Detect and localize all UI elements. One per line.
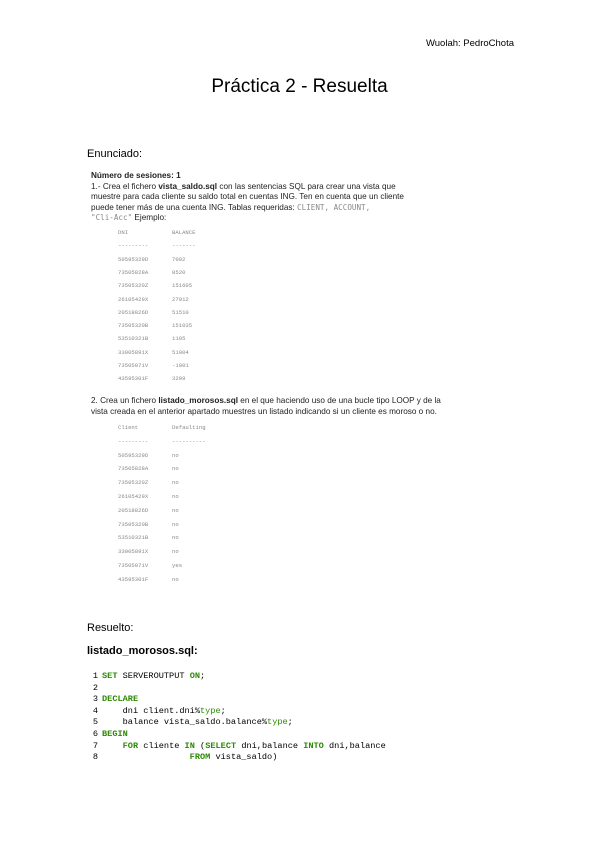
q2-prefix: 2. Crea un fichero	[91, 396, 159, 405]
table-cell: 50595329D	[118, 451, 149, 459]
q1-line-3	[91, 203, 511, 214]
table-cell: no	[172, 520, 179, 528]
q2-line-1	[91, 396, 521, 407]
table-cell: 73505828A	[118, 465, 149, 473]
code-keyword: type	[267, 717, 288, 728]
author-header: Wuolah: PedroChota	[425, 38, 514, 49]
line-number: 4	[92, 705, 98, 716]
table-row	[118, 534, 318, 543]
table-row	[118, 282, 318, 291]
q1-line1-rest: con las sentencias SQL para crear una vista que	[217, 181, 396, 191]
table-cell: 151605	[172, 282, 193, 290]
table-cell: ---------	[118, 437, 149, 445]
table-cell: ---------	[118, 242, 149, 250]
code-keyword: IN	[184, 740, 195, 751]
table-cell: no	[172, 506, 179, 514]
code-text: vista_saldo)	[210, 752, 278, 763]
table-cell: 73505828A	[118, 268, 149, 276]
q1-line-1	[91, 182, 511, 193]
code-line	[86, 741, 599, 752]
line-number: 7	[92, 740, 98, 751]
balance-example-table	[118, 229, 318, 389]
table-cell: DNI	[118, 229, 129, 236]
table-cell: 26105429X	[118, 493, 149, 500]
table-cell: no	[172, 465, 179, 473]
table-cell: 73505320Z	[118, 282, 149, 290]
line-number: 6	[92, 729, 98, 739]
table-cell: 20518826D	[118, 308, 149, 316]
table-cell: 20518826D	[118, 506, 149, 514]
table-cell: no	[172, 451, 179, 459]
table-row	[118, 349, 318, 358]
table-cell: -------	[172, 242, 196, 250]
table-cell: 51004	[172, 348, 189, 356]
table-cell: 43595301F	[118, 375, 149, 383]
table-cell: 73505320B	[118, 520, 149, 528]
code-line	[86, 694, 599, 705]
table-cell: no	[172, 575, 179, 583]
code-text: SERVEROUTPUT	[117, 671, 190, 681]
table-cell: 73505320Z	[118, 479, 149, 487]
code-line	[86, 706, 599, 717]
table-cell: 33005891X	[118, 348, 149, 356]
q1-line4-a: "Cli-Acc"	[91, 213, 133, 222]
defaulting-example-table	[118, 424, 318, 589]
code-line	[86, 671, 599, 682]
code-keyword: DECLARE	[102, 694, 139, 705]
table-cell: no	[172, 548, 179, 556]
table-cell: Client	[118, 424, 139, 431]
line-number: 1	[92, 671, 98, 681]
code-text	[102, 752, 190, 762]
table-row	[118, 335, 318, 344]
table-cell: 53510321B	[118, 534, 149, 542]
code-keyword: type	[200, 705, 221, 716]
table-separator-row	[118, 438, 318, 447]
question-1-block	[91, 171, 511, 224]
q1-tables: CLIENT, ACCOUNT,	[297, 202, 371, 212]
table-cell: 73505071V	[118, 362, 149, 369]
line-number: 5	[92, 717, 98, 728]
code-keyword: BEGIN	[102, 729, 128, 739]
line-number: 8	[92, 752, 98, 763]
table-cell: 3209	[172, 375, 186, 383]
table-cell: no	[172, 534, 179, 542]
table-row	[118, 309, 318, 318]
table-row	[118, 375, 318, 384]
code-keyword: ON	[189, 671, 201, 681]
q1-file: vista_saldo.sql	[158, 181, 218, 191]
table-row	[118, 548, 318, 557]
q1-line3-a: puede tener más de una cuenta ING. Tablas requeridas:	[91, 202, 298, 212]
q1-prefix: 1.- Crea el fichero	[91, 181, 159, 191]
q1-line-2: muestre para cada cliente su saldo total en cuentas ING. Ten en cuenta que un cliente	[91, 192, 404, 201]
line-number: 3	[92, 694, 98, 705]
table-cell: 33005891X	[118, 548, 149, 556]
code-text: balance vista_saldo.balance%	[102, 717, 268, 728]
code-text: dni,balance	[323, 740, 386, 751]
code-text: dni client.dni%	[102, 705, 200, 716]
table-cell: Defaulting	[172, 424, 206, 431]
table-cell: 8520	[172, 268, 186, 276]
line-number: 2	[92, 682, 98, 693]
code-keyword: SELECT	[205, 740, 237, 751]
table-cell: 151035	[172, 322, 193, 330]
table-header-row	[118, 424, 318, 433]
code-line	[86, 717, 599, 728]
table-row	[118, 296, 318, 305]
code-keyword: INTO	[303, 740, 324, 751]
table-cell: 7002	[172, 255, 186, 263]
table-cell: 26105429X	[118, 295, 149, 303]
code-keyword: FOR	[122, 740, 139, 751]
table-cell: BALANCE	[172, 229, 196, 236]
q1-line-4	[91, 213, 511, 224]
table-cell: yes	[172, 562, 183, 569]
q2-line-2: vista creada en el anterior apartado muestres un listado indicando si un cliente es moroso o no.	[91, 406, 437, 416]
table-header-row	[118, 229, 318, 238]
table-row	[118, 269, 318, 278]
code-text: ;	[220, 705, 226, 716]
table-cell: 27912	[172, 295, 189, 303]
table-cell: 73505071V	[118, 562, 149, 569]
code-text: cliente	[138, 740, 185, 751]
question-2-block	[91, 396, 521, 417]
code-line	[86, 683, 599, 694]
table-row	[118, 576, 318, 585]
table-cell: 1105	[172, 335, 186, 343]
code-text	[102, 741, 123, 751]
page-title: Práctica 2 - Resuelta	[211, 76, 388, 97]
table-row	[118, 562, 318, 571]
resuelto-heading: Resuelto:	[87, 622, 134, 634]
enunciado-heading: Enunciado:	[87, 148, 143, 160]
table-cell: ----------	[172, 437, 206, 445]
table-row	[118, 507, 318, 516]
table-row	[118, 521, 318, 530]
table-cell: 51510	[172, 308, 189, 316]
q2-line1-rest: en el que haciendo uso de una bucle tipo LOOP y de la	[237, 396, 441, 405]
table-cell: -1001	[172, 362, 189, 369]
table-row	[118, 452, 318, 461]
q1-line4-b: Ejemplo:	[132, 213, 167, 222]
code-listing	[86, 671, 566, 781]
table-cell: 43595301F	[118, 575, 149, 583]
table-row	[118, 465, 318, 474]
table-row	[118, 479, 318, 488]
code-line	[86, 752, 599, 763]
code-text: (	[194, 740, 206, 751]
q2-file: listado_morosos.sql	[158, 396, 238, 405]
code-keyword: SET	[102, 671, 118, 681]
table-cell: 53510321B	[118, 335, 149, 343]
code-line	[86, 729, 599, 740]
table-row	[118, 362, 318, 371]
table-cell: no	[172, 479, 179, 487]
table-row	[118, 322, 318, 331]
table-row	[118, 256, 318, 265]
code-text: dni,balance	[236, 740, 304, 751]
table-cell: 73505320B	[118, 322, 149, 330]
file-heading: listado_morosos.sql:	[87, 645, 198, 657]
code-text: ;	[200, 671, 206, 681]
code-keyword: FROM	[189, 752, 211, 763]
table-cell: no	[172, 493, 179, 500]
code-text: ;	[287, 717, 293, 728]
sessions-label: Número de sesiones: 1	[91, 171, 181, 180]
table-cell: 50595329D	[118, 255, 149, 263]
table-separator-row	[118, 242, 318, 251]
table-row	[118, 493, 318, 502]
